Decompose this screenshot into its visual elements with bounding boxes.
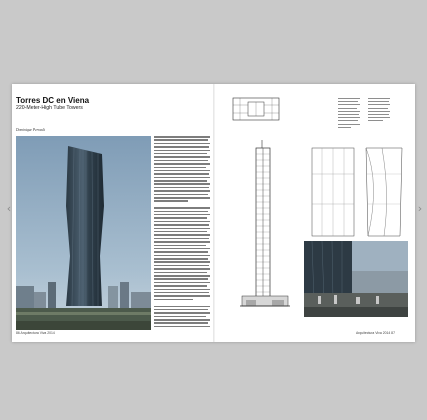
page-gutter xyxy=(213,84,215,342)
tower-photograph xyxy=(16,136,151,330)
tower-section-drawing xyxy=(240,140,290,310)
chevron-left-icon[interactable]: ‹ xyxy=(6,202,12,215)
article-subtitle: 220-Meter-High Tube Towers xyxy=(16,105,83,111)
tower-photo-drawing xyxy=(16,136,151,330)
article-title: Torres DC en Viena xyxy=(16,96,90,105)
tower-base-photograph xyxy=(304,241,408,317)
facade-elevation-drawings xyxy=(304,144,408,240)
caption-column-b xyxy=(368,98,390,134)
page-number-left: 86 Arquitectura Viva 2014 xyxy=(16,331,55,335)
chevron-right-icon[interactable]: › xyxy=(417,202,423,215)
body-text-column xyxy=(154,136,210,328)
article-author: Dominique Perrault xyxy=(16,128,46,132)
caption-column-a xyxy=(338,98,360,134)
magazine-spread xyxy=(6,84,423,342)
page-number-right: Arquitectura Viva 2014 87 xyxy=(356,331,395,335)
floor-plan-drawing xyxy=(232,96,282,124)
